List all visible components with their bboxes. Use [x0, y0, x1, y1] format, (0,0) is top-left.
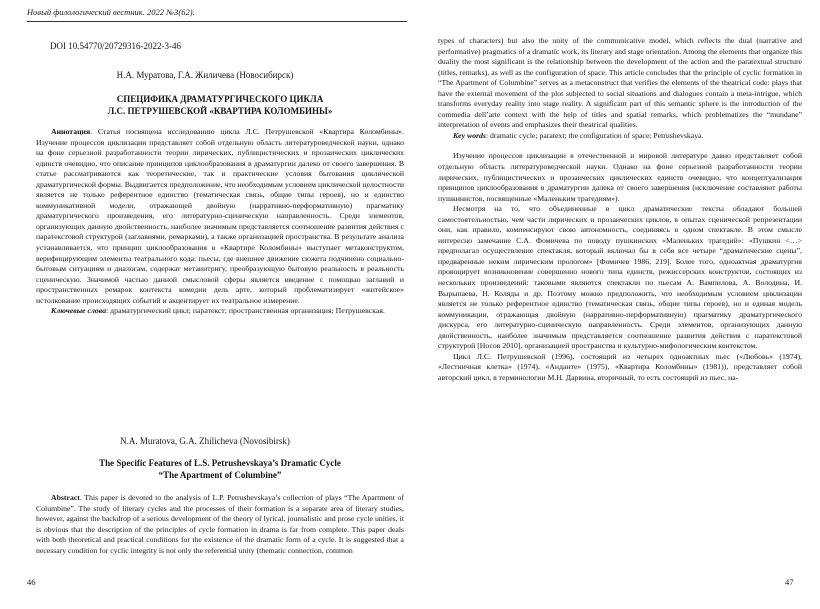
authors-ru: Н.А. Муратова, Г.А. Жиличева (Новосибирск) — [116, 70, 294, 80]
keywords-en-text: : dramatic cycle; paratext; the configuration of space; Petrushevskaya. — [485, 130, 704, 140]
right-page — [410, 0, 820, 609]
body-paragraph-3: Цикл Л.С. Петрушевской (1996), состоящий из четырех одноактных пьес («Любовь» (1974), «Лестничная клетка» (1974), «Анданте» (1975), «Квартира Коломбины» (1981)), представляет собой авторский цикл, в терминологии М.Н. Дарвина, вторичный, то есть состоящий из пьес, на- — [438, 351, 802, 382]
abstract-en-text: . This paper is devoted to the analysis of L.P. Petrushevskaya’s collection of plays “The Apartment of Columbine”. The study of literary cycles and the processes of their formation is a separate area of literary studies, however, against the backdrop of a serious development of the theory of lyrical, journalistic and prose cycle unities, it is obvious that the description of the principles of cycle formation in drama is far from complete. This paper deals with both theoretical and practical conditions for the existence of the dramatic form of a cycle. It is suggested that a necessary condition for cyclic integrity is not only the referential unity (thematic connection, common — [36, 493, 404, 555]
title-ru-line1: СПЕЦИФИКА ДРАМАТУРГИЧЕСКОГО ЦИКЛА — [116, 94, 324, 104]
title-en-line2: “The Apartment of Columbine” — [158, 469, 282, 480]
title-en-line1: The Specific Features of L.S. Petrushevskaya’s Dramatic Cycle — [99, 458, 341, 468]
page-number-right: 47 — [785, 577, 794, 587]
header-rule — [27, 21, 407, 22]
abstract-en-label: Abstract — [51, 493, 80, 502]
keywords-en-paragraph — [438, 131, 802, 142]
right-column — [438, 36, 802, 384]
authors-en: N.A. Muratova, G.A. Zhilicheva (Novosibirsk) — [120, 436, 290, 446]
page-number-left: 46 — [27, 577, 36, 587]
abstract-en — [36, 493, 404, 556]
abstract-en-continued: types of characters) but also the unity of the communicative model, which reflects the dual (narrative and performative) pragmatics of a dramatic work, its literary and stage orientation. Among the elements that organize this duality the most significant is the relationship between the development of the action and the paratextual structure (titles, remarks), as well as the configuration of space. This article concludes that the principle of cyclic formation in “The Apartment of Columbine” serves as a metaconstruct that verifies the elements of the theatrical code: plays that have the external movement of the plot subjected to social situations and dialogues contain a meta-intrigue, which transforms everyday reality into stage reality. A significant part of this semantic sphere is the introduction of the commedia dell’arte context with the help of titles and spatial remarks, which problematizes the “mundane” interpretation of events and emphasizes their theatrical qualities. — [438, 36, 802, 130]
running-head: Новый филологический вестник. 2022 №3(62). — [27, 7, 195, 17]
keywords-ru-text: : драматургический цикл; паратекст; пространственная организация; Петрушевская. — [106, 306, 385, 316]
abstract-ru — [36, 127, 404, 317]
keywords-ru-paragraph — [36, 306, 404, 317]
section-spacer — [438, 141, 802, 151]
abstract-ru-label: Аннотация — [51, 127, 91, 136]
doi: DOI 10.54770/20729316-2022-3-46 — [50, 41, 181, 51]
title-ru — [36, 94, 404, 117]
abstract-ru-text: . Статья посвящена исследованию цикла Л.С. Петрушевской «Квартира Коломбины». Изучение процессов циклизации представляет собой отдельную область литературоведческой науки, однако на фоне серьезной разработанности теории лирических, публицистических и прозаических циклических единств очевидно, что описание принципов циклообразования в драматургии далеко от своего завершения. В статье рассматриваются как теоретические, так и практические условия бытования циклической драматургической формы. Выдвигается предположение, что необходимым условием циклической целостности является не только референтное единство (тематическая связь, общие типы героев), но и единство коммуникативной модели, отражающей двойную (нарративно-перформативную) прагматику драматургического произведения, его литературно-сценическую направленность. Среди элементов, организующих данную двойственность, наиболее значимым представляется соотношение развития действия с паратекстовой структурой (заглавиями, ремарками), а также организацией пространства. В результате анализа устанавливается, что принцип циклообразования в «Квартире Коломбины» выступает метаконструктом, верифицирующим элементы театрального кода: пьесы, где внешнее движение сюжета подчинено социально-бытовым ситуациям и диалогам, содержат метаинтригу, преобразующую бытовую реальность в реальность сценическую. Значимой частью данной смысловой сферы является введение с помощью заглавий и пространственных ремарок контекста комедии дель арте, который проблематизирует «житейское» истолкование происходящих событий и акцентирует их театральное измерение. — [36, 127, 404, 305]
title-ru-line2: Л.С. ПЕТРУШЕВСКОЙ «КВАРТИРА КОЛОМБИНЫ» — [107, 105, 333, 116]
keywords-en-label: Key words — [453, 130, 486, 140]
keywords-ru-label: Ключевые слова — [51, 306, 107, 316]
body-paragraph-2: Несмотря на то, что объединенные в цикл драматические тексты обладают большей самостоятельностью, чем части лирических и прозаических циклов, в опытах сценической репрезентации они, как правило, компенсируют свою автономность, соединяясь в одном спектакле. В этом смысле интересно замечание С.А. Фомичева по поводу пушкинских «Маленьких трагедий»: «Пушкин <…> предполагал осуществление спектакля, который включал бы в себя все четыре “драматические сцены”, предваренные неким лирическим прологом» [Фомичев 1986, 219]. Более того, одноактная драматургия провоцирует возникновение совершенно нового типа единств, режиссерских конструктов, состоящих из нескольких произведений: таковыми являются спектакли по пьесам А. Вампилова, А. Володина, И. Вырыпаева, Н. Коляды и др. Поэтому можно предположить, что необходимым условием циклизации является не только референтное единство (тематическая связь, общие типы героев), но и единая модель коммуникации, отражающая двойную (нарративно-перформативную) прагматику драматургического дискурса, его литературно-сценическую направленность. Среди элементов, организующих данную двойственность, наиболее значимым представляется соотношение развития действия с паратекстовой структурой [Носов 2010], организацией пространства и культурно-мифологическим контекстом. — [438, 204, 802, 351]
title-en — [36, 458, 404, 481]
body-paragraph-1: Изучение процессов циклизации в отечественной и мировой литературе давно представляет собой отдельную область литературоведческой науки. Однако на фоне серьезной разработанности теории лирических, публицистических и прозаических циклических единств очевидно, что концептуализация принципов циклообразования в драматургии далека от своего завершения (исключение составляют работы пушкинистов, посвященные «Маленьким трагедиям»). — [438, 151, 802, 203]
abstract-en-paragraph — [36, 493, 404, 556]
abstract-ru-paragraph — [36, 127, 404, 306]
